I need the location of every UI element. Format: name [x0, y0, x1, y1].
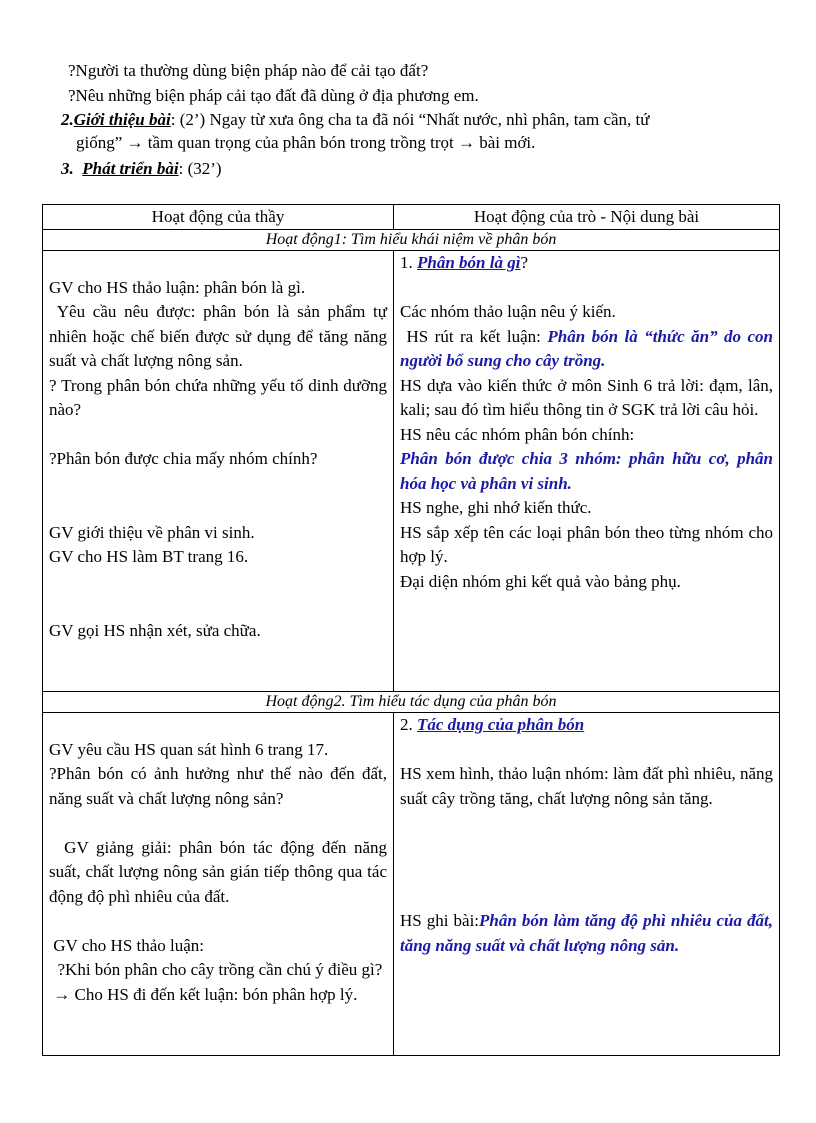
table-header-row: [43, 205, 780, 230]
student-line: HS dựa vào kiến thức ở môn Sinh 6 trả lời: đạm, lân, kali; sau đó tìm hiểu thông tin ở SGK trả lời câu hỏi.: [400, 375, 773, 419]
teacher-line: ?Phân bón có ảnh hưởng như thế nào đến đất, năng suất và chất lượng nông sản?: [49, 764, 387, 808]
intro-section-3: [61, 158, 222, 180]
student-line: HS ghi bài:Phân bón làm tăng độ phì nhiêu của đất, tăng năng suất và chất lượng nông sản.: [400, 911, 773, 955]
activity-2-content-row: [43, 713, 780, 1056]
activity-2-title-row: [43, 692, 780, 713]
section-2-title: Giới thiệu bài: [73, 110, 171, 129]
teacher-line: Yêu cầu nêu được: phân bón là sản phẩm tự nhiên hoặc chế biến được sử dụng để tăng năng suất và chất lượng nông sản.: [49, 302, 392, 370]
teacher-line: GV gọi HS nhận xét, sửa chữa.: [49, 620, 261, 640]
activity-1-title-row: [43, 230, 780, 251]
teacher-line: GV yêu cầu HS quan sát hình 6 trang 17.: [49, 739, 329, 759]
teacher-line: ? Trong phân bón chứa những yếu tố dinh dưỡng nào?: [49, 375, 387, 419]
section-1-title: Phân bón là gì: [417, 253, 521, 272]
conclusion-text: Phân bón làm tăng độ phì nhiêu của đất, tăng năng suất và chất lượng nông sản.: [400, 911, 773, 955]
section-2-text: : (2’) Ngay từ xưa ông cha ta đã nói “Nhất nước, nhì phân, tam cần, tứ: [170, 110, 650, 129]
activity-1-student-cell: [394, 251, 780, 692]
intro-section-2: [61, 109, 649, 131]
section-3-title: Phát triển bài: [82, 159, 179, 178]
student-line: HS nêu các nhóm phân bón chính:: [400, 424, 635, 444]
section-2-number: 2.: [61, 110, 74, 129]
activity-1-content-row: [43, 251, 780, 692]
intro-question-2: ?Nêu những biện pháp cải tạo đất đã dùng ở địa phương em.: [68, 86, 479, 105]
teacher-line: GV giới thiệu về phân vi sinh.: [49, 522, 255, 542]
student-line: HS nghe, ghi nhớ kiến thức.: [400, 498, 592, 517]
teacher-line: ?Phân bón được chia mấy nhóm chính?: [49, 449, 318, 468]
student-section-heading: 1. Phân bón là gì?: [400, 253, 528, 272]
teacher-line: GV cho HS làm BT trang 16.: [49, 547, 249, 566]
student-line: HS sắp xếp tên các loại phân bón theo từng nhóm cho hợp lý.: [400, 522, 773, 566]
intro-section-2-cont: giống” → tầm quan trọng của phân bón trong trồng trọt → bài mới.: [76, 133, 536, 152]
conclusion-text: Phân bón là “thức ăn” do con người bổ sung cho cây trồng.: [400, 326, 773, 370]
activity-2-student-cell: [394, 713, 780, 1056]
teacher-line: → Cho HS đi đến kết luận: bón phân hợp lý.: [49, 984, 358, 1004]
intro-question-1: ?Người ta thường dùng biện pháp nào để cải tạo đất?: [68, 61, 429, 80]
student-line: HS xem hình, thảo luận nhóm: làm đất phì nhiêu, năng suất cây trồng tăng, chất lượng nông sản tăng.: [400, 764, 774, 808]
student-line: HS rút ra kết luận: Phân bón là “thức ăn” do con người bổ sung cho cây trồng.: [400, 326, 773, 370]
student-column-header: Hoạt động của trò - Nội dung bài: [394, 205, 780, 230]
teacher-line: ?Khi bón phân cho cây trồng cần chú ý điều gì?: [49, 960, 383, 979]
section-2-title: Tác dụng của phân bón: [417, 715, 585, 734]
activity-2-teacher-cell: [43, 713, 394, 1056]
lesson-table: [42, 204, 780, 1056]
section-3-text: : (32’): [178, 159, 222, 178]
teacher-line: GV cho HS thảo luận: phân bón là gì.: [49, 277, 306, 297]
student-line: Phân bón được chia 3 nhóm: phân hữu cơ, phân hóa học và phân vi sinh.: [400, 449, 773, 493]
teacher-column-header: Hoạt động của thầy: [43, 205, 394, 230]
section-3-number: 3.: [61, 159, 74, 178]
teacher-line: GV giảng giải: phân bón tác động đến năng suất, chất lượng nông sản gián tiếp thông qua tác động độ phì nhiêu của đất.: [49, 837, 392, 906]
activity-1-teacher-cell: [43, 251, 394, 692]
student-line: Đại diện nhóm ghi kết quả vào bảng phụ.: [400, 571, 681, 591]
activity-2-title: Hoạt động2. Tìm hiểu tác dụng của phân bón: [43, 692, 780, 713]
activity-1-title: Hoạt động1: Tìm hiểu khái niệm về phân bón: [43, 230, 780, 251]
student-line: Các nhóm thảo luận nêu ý kiến.: [400, 302, 616, 321]
student-section-heading: 2. Tác dụng của phân bón: [400, 715, 585, 734]
teacher-line: GV cho HS thảo luận:: [49, 935, 205, 955]
